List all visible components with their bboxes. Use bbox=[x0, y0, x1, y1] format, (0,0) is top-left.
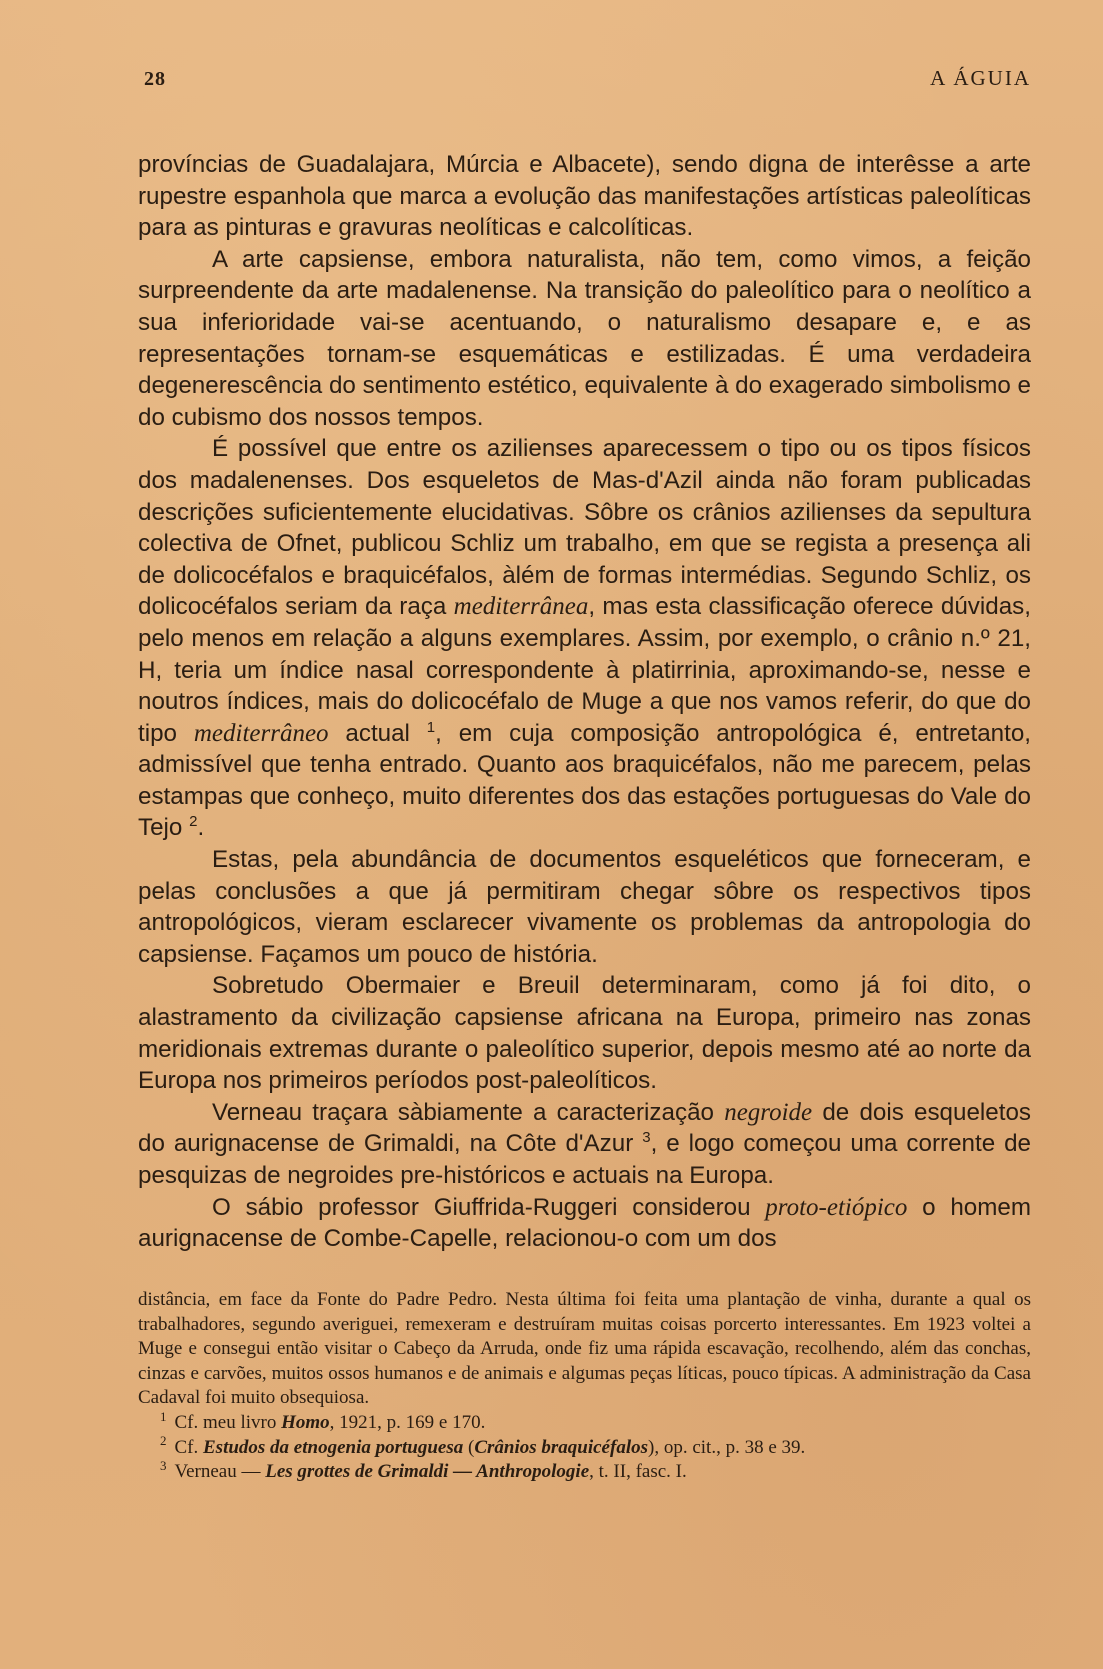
paragraph-7 bbox=[138, 1192, 1031, 1255]
page-header bbox=[144, 66, 1031, 91]
text-run: de dois esqueletos do aurignacense de Grimaldi, na Côte d'Azur bbox=[138, 1098, 1032, 1158]
italic-title: Les grottes de Grimaldi — Anthropologie bbox=[265, 1461, 590, 1483]
footnote-ref: 1 bbox=[426, 718, 436, 736]
text-run: actual bbox=[328, 719, 427, 747]
paragraph-2: A arte capsiense, embora naturalista, não tem, como vimos, a feição surpreendente da arte madalenense. Na transição do paleolítico para o neolítico a sua inferioridade vai-se acentuando, o naturalismo desapare e, e as representações tornam-se esquemáticas e estilizadas. É uma verdadeira degenerescência do sentimento estético, equivalente à do exagerado simbolismo e do cubismo dos nossos tempos. bbox=[138, 245, 1031, 431]
paragraph-4: Estas, pela abundância de documentos esqueléticos que forneceram, e pelas conclusões a que já permitiram chegar sôbre os respectivos tipos antropológicos, vieram esclarecer vivamente os problemas da antropologia do capsiense. Façamos um pouco de história. bbox=[138, 846, 1031, 968]
footnote-ref: 3 bbox=[642, 1129, 651, 1147]
italic-title: Estudos da etnogenia portuguesa bbox=[203, 1436, 464, 1458]
footnote-mark: 1 bbox=[160, 1408, 167, 1424]
footnotes bbox=[138, 1288, 1031, 1485]
paragraph-1: províncias de Guadalajara, Múrcia e Albacete), sendo digna de interêsse a arte rupestre espanhola que marca a evolução das manifestações artísticas paleolíticas para as pinturas e gravuras neolíticas e calcolíticas. bbox=[138, 151, 1031, 242]
paragraph-6 bbox=[138, 1097, 1031, 1192]
text-run: O sábio professor Giuffrida-Ruggeri considerou bbox=[212, 1193, 766, 1221]
running-title: A ÁGUIA bbox=[930, 66, 1031, 90]
main-text bbox=[138, 149, 1031, 1255]
footnote-1 bbox=[138, 1408, 1031, 1436]
text-run: . bbox=[197, 814, 205, 842]
text-run: , mas esta classificação oferece dúvidas, pelo menos em relação a alguns exemplares. Assim, por exemplo, o crânio n.º 21, H, teria um índice nasal correspondente à platirrinia, aproximando-se, nesse e noutros índices, mais do dolicocéfalo de Muge a que nos vamos referir, do que do tipo bbox=[138, 593, 1031, 747]
italic-term: proto-etiópico bbox=[765, 1193, 908, 1221]
text-run: o homem aurignacense de Combe-Capelle, relacionou-o com um dos bbox=[138, 1193, 1031, 1253]
text-run: ( bbox=[463, 1436, 475, 1458]
footnote-3 bbox=[138, 1457, 1031, 1485]
text-run: É possível que entre os azilienses aparecessem o tipo ou os tipos físicos dos madalenenses. Dos esqueletos de Mas-d'Azil ainda não foram publicadas descrições suficientemente elucidativas. Sôbre os crânios azilienses da sepultura colectiva de Ofnet, publicou Schliz um trabalho, em que se regista a presença ali de dolicocéfalos e braquicéfalos, àlém de formas intermédias. Segundo Schliz, os dolicocéfalos seriam da raça bbox=[138, 435, 1031, 621]
text-run: Cf. bbox=[174, 1436, 203, 1458]
footnote-continuation: distância, em face da Fonte do Padre Pedro. Nesta última foi feita uma plantação de vinha, durante a qual os trabalhadores, segundo averiguei, remexeram e destruíram muitas coisas porcerto interessantes. Em 1923 voltei a Muge e consegui então visitar o Cabeço da Arruda, onde fiz uma rápida escavação, recolhendo, além das conchas, cinzas e carvões, muitos ossos humanos e de animais e algumas peças líticas, pouco típicas. A administração da Casa Cadaval foi muito obsequiosa. bbox=[138, 1289, 1031, 1409]
footnote-ref: 2 bbox=[189, 813, 198, 831]
italic-title: Homo bbox=[281, 1411, 330, 1433]
text-run: ), op. cit., p. 38 e 39. bbox=[648, 1436, 806, 1458]
paragraph-5: Sobretudo Obermaier e Breuil determinaram, como já foi dito, o alastramento da civilização capsiense africana na Europa, primeiro nas zonas meridionais extremas durante o paleolítico superior, depois mesmo até ao norte da Europa nos primeiros períodos post-paleolíticos. bbox=[138, 972, 1031, 1095]
footnote-mark: 2 bbox=[160, 1433, 167, 1449]
italic-term: mediterrânea bbox=[453, 593, 589, 621]
text-run: , 1921, p. 169 e 170. bbox=[329, 1411, 486, 1433]
footnote-mark: 3 bbox=[160, 1457, 167, 1473]
text-run: , em cuja composição antropológica é, entretanto, admissível que tenha entrado. Quanto aos braquicéfalos, não me parecem, pelas estampas que conheço, muito diferentes dos das estações portuguesas do Vale do Tejo bbox=[138, 719, 1031, 842]
text-run: , t. II, fasc. I. bbox=[589, 1461, 687, 1483]
italic-term: negroide bbox=[724, 1098, 813, 1126]
text-run: Verneau — bbox=[174, 1461, 266, 1483]
text-run: Verneau traçara sàbiamente a caracterização bbox=[212, 1098, 725, 1126]
text-run: , e logo começou uma corrente de pesquizas de negroides pre-históricos e actuais na Europa. bbox=[138, 1130, 1031, 1189]
footnote-2 bbox=[138, 1433, 1031, 1461]
text-run: Cf. meu livro bbox=[174, 1411, 282, 1433]
italic-title: Crânios braquicéfalos bbox=[474, 1436, 648, 1458]
page-number: 28 bbox=[144, 68, 166, 90]
italic-term: mediterrâneo bbox=[193, 719, 329, 747]
paragraph-3 bbox=[138, 433, 1031, 844]
